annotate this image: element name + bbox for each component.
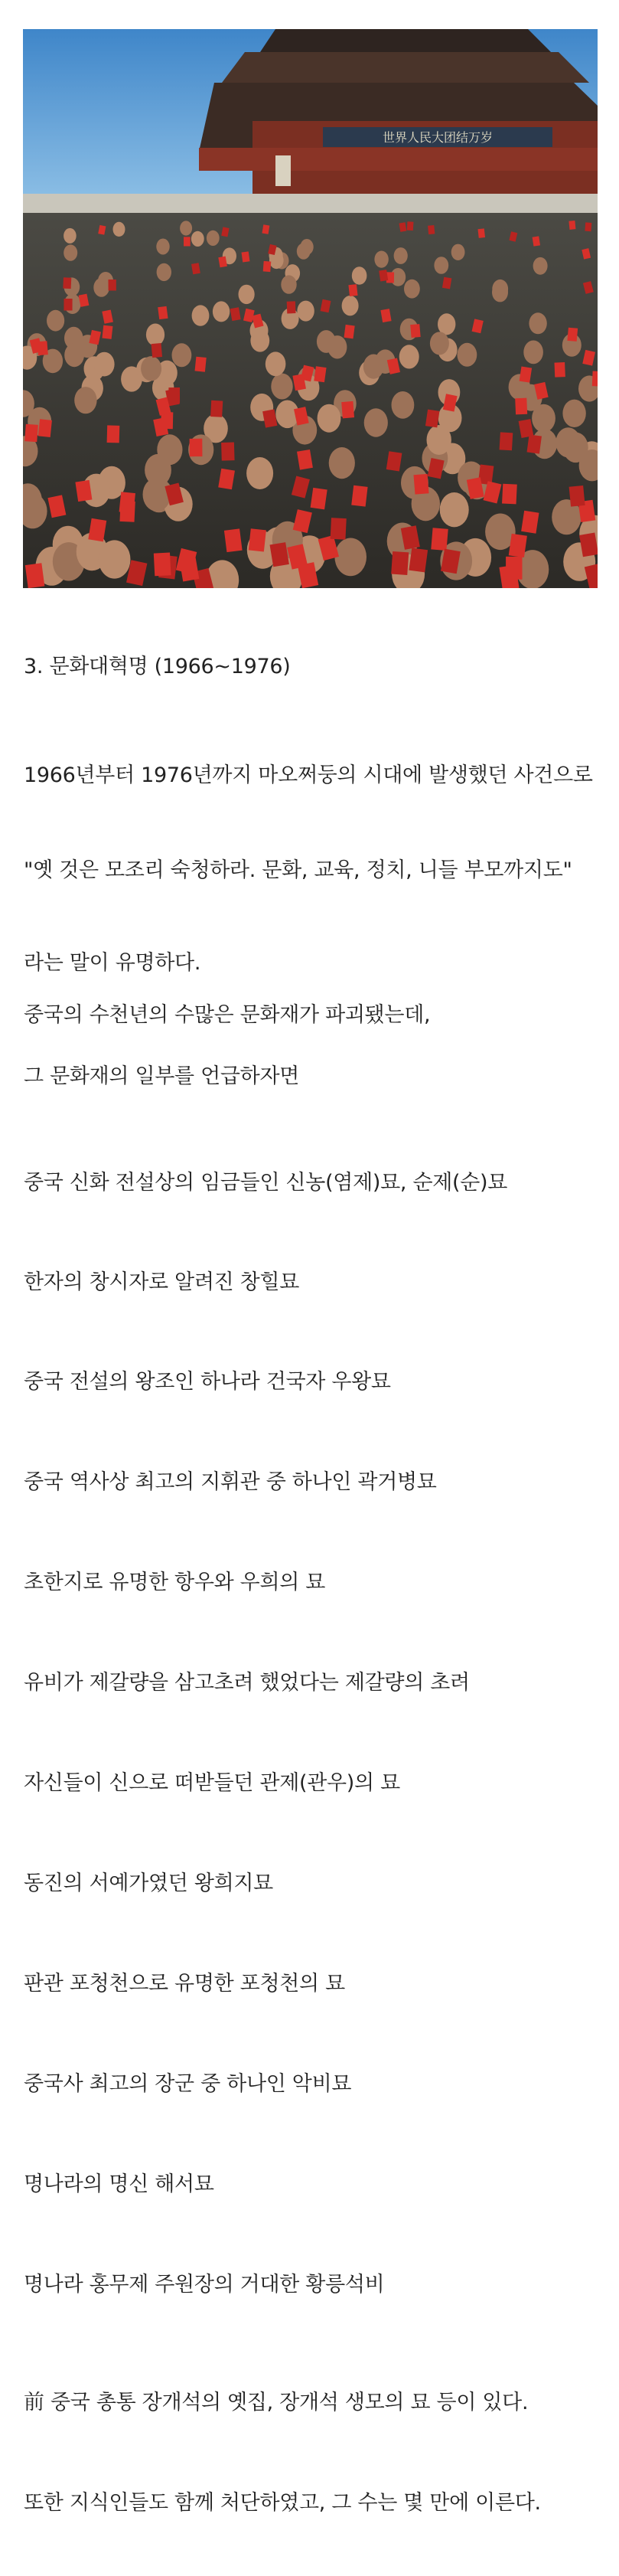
- paragraph-destroyed: 중국의 수천년의 수많은 문화재가 파괴됐는데,: [24, 1003, 431, 1027]
- section-heading: 3. 문화대혁명 (1966~1976): [24, 655, 291, 678]
- banner-text: 世界人民大团结万岁: [382, 130, 494, 145]
- list-item: 동진의 서예가였던 왕희지묘: [24, 1872, 273, 1895]
- list-item: 중국 전설의 왕조인 하나라 건국자 우왕묘: [24, 1370, 391, 1394]
- paragraph-closing: 또한 지식인들도 함께 처단하였고, 그 수는 몇 만에 이른다.: [24, 2491, 541, 2515]
- list-item: 중국 신화 전설상의 임금들인 신농(염제)묘, 순제(순)묘: [24, 1171, 508, 1195]
- list-item: 명나라의 명신 해서묘: [24, 2172, 214, 2196]
- photo-illustration: [23, 29, 598, 588]
- paragraph-quote: "옛 것은 모조리 숙청하라. 문화, 교육, 정치, 니들 부모까지도": [24, 858, 572, 882]
- paragraph-list-intro: 그 문화재의 일부를 언급하자면: [24, 1064, 300, 1088]
- paragraph-intro: 1966년부터 1976년까지 마오쩌둥의 시대에 발생했던 사건으로: [24, 763, 593, 787]
- list-item: 유비가 제갈량을 삼고초려 했었다는 제갈량의 초려: [24, 1671, 470, 1695]
- list-item: 한자의 창시자로 알려진 창힐묘: [24, 1270, 300, 1294]
- list-item: 前 중국 총통 장개석의 옛집, 장개석 생모의 묘 등이 있다.: [24, 2391, 529, 2414]
- list-item: 중국 역사상 최고의 지휘관 중 하나인 곽거병묘: [24, 1470, 437, 1494]
- list-item: 자신들이 신으로 떠받들던 관제(관우)의 묘: [24, 1771, 400, 1795]
- list-item: 명나라 홍무제 주원장의 거대한 황릉석비: [24, 2273, 385, 2296]
- list-item: 판관 포청천으로 유명한 포청천의 묘: [24, 1972, 345, 1996]
- article-photo: [23, 29, 598, 588]
- paragraph-famous: 라는 말이 유명하다.: [24, 951, 201, 975]
- list-item: 중국사 최고의 장군 중 하나인 악비묘: [24, 2072, 352, 2096]
- list-item: 초한지로 유명한 항우와 우희의 묘: [24, 1571, 326, 1594]
